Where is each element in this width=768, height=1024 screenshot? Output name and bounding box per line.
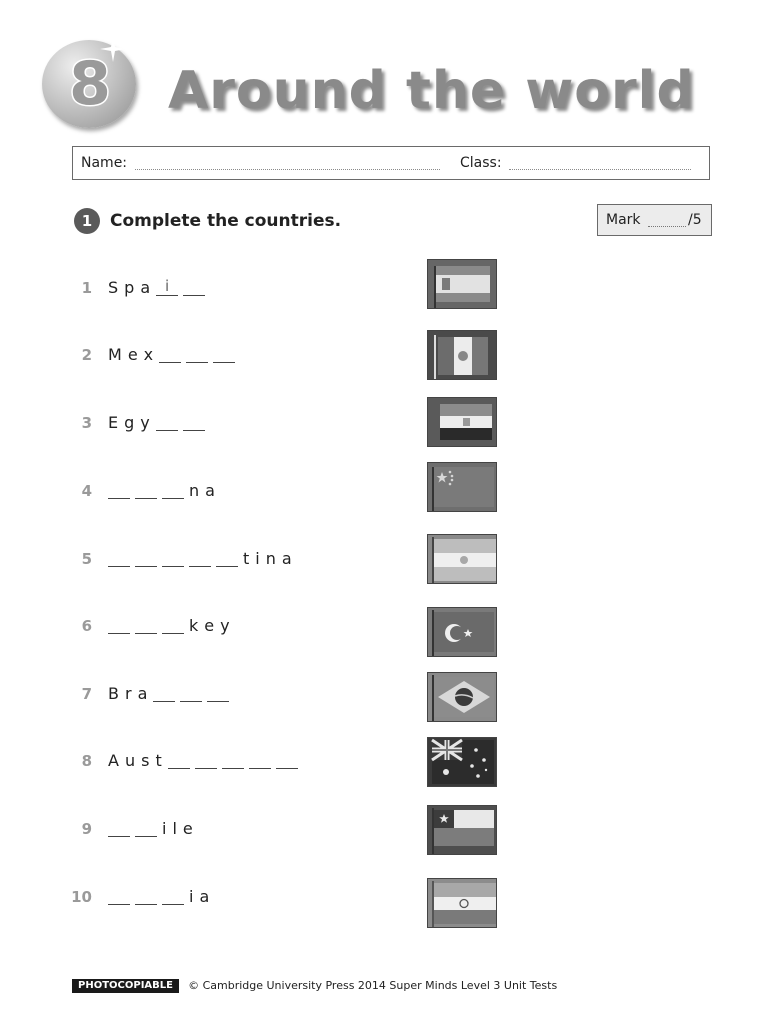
item-letter: a [137, 684, 148, 703]
mark-label: Mark [606, 212, 641, 228]
egypt-flag-icon [428, 398, 496, 446]
item-word [108, 409, 210, 437]
item-letter: i [189, 887, 194, 906]
item-letter: A [108, 751, 119, 770]
item-word [108, 341, 240, 369]
turkey-flag-icon [428, 608, 496, 656]
mark-box [597, 204, 712, 236]
item-word [108, 747, 303, 775]
item-number: 10 [71, 888, 92, 906]
letter-blank[interactable] [162, 482, 184, 499]
photocopiable-tag: PHOTOCOPIABLE [72, 979, 179, 993]
letter-blank[interactable] [108, 888, 130, 905]
list-item [68, 680, 428, 708]
mark-total: /5 [688, 212, 702, 228]
list-item [68, 341, 428, 369]
item-word [108, 815, 199, 843]
item-letter: u [124, 751, 136, 770]
mark-field[interactable] [648, 226, 686, 227]
item-letter: t [243, 549, 250, 568]
exercise-number: 1 [74, 208, 100, 234]
item-number: 1 [81, 279, 92, 297]
item-letter: i [162, 819, 167, 838]
letter-blank[interactable] [162, 888, 184, 905]
item-letter: k [189, 616, 199, 635]
letter-blank[interactable] [213, 346, 235, 363]
letter-blank[interactable] [183, 279, 205, 296]
letter-blank[interactable] [162, 617, 184, 634]
letter-blank[interactable]: i [156, 279, 178, 296]
item-number: 8 [81, 752, 92, 770]
letter-blank[interactable] [135, 482, 157, 499]
item-letter: B [108, 684, 119, 703]
name-class-box [72, 146, 710, 180]
class-field[interactable] [509, 169, 691, 170]
china-flag-icon [428, 463, 496, 511]
item-letter: t [155, 751, 162, 770]
list-item [68, 274, 428, 302]
letter-blank[interactable] [216, 550, 238, 567]
unit-badge [40, 34, 140, 130]
item-letter: x [143, 345, 154, 364]
list-item [68, 409, 428, 437]
list-item [68, 883, 428, 911]
item-letter: i [255, 549, 260, 568]
item-number: 2 [81, 346, 92, 364]
list-item [68, 747, 428, 775]
item-letter: n [189, 481, 200, 500]
letter-blank[interactable] [180, 685, 202, 702]
page-title: Around the world [168, 61, 695, 121]
letter-blank[interactable] [153, 685, 175, 702]
item-word [108, 477, 221, 505]
letter-blank[interactable] [207, 685, 229, 702]
item-letter: y [140, 413, 150, 432]
letter-blank[interactable] [135, 888, 157, 905]
letter-blank[interactable] [222, 752, 244, 769]
item-letter: e [204, 616, 215, 635]
letter-blank[interactable] [108, 820, 130, 837]
letter-blank[interactable] [186, 346, 208, 363]
item-word [108, 883, 215, 911]
name-label: Name: [81, 155, 128, 171]
item-letter: a [140, 278, 151, 297]
name-field[interactable] [135, 169, 440, 170]
item-letter: E [108, 413, 119, 432]
letter-blank[interactable] [168, 752, 190, 769]
letter-blank[interactable] [249, 752, 271, 769]
item-number: 3 [81, 414, 92, 432]
list-item [68, 815, 428, 843]
item-letter: g [124, 413, 135, 432]
copyright-text: © Cambridge University Press 2014 Super Minds Level 3 Unit Tests [188, 978, 558, 992]
item-letter: p [124, 278, 135, 297]
item-letter: a [199, 887, 210, 906]
sparkle-icon [100, 36, 126, 62]
item-letter: e [127, 345, 138, 364]
item-number: 5 [81, 550, 92, 568]
item-letter: M [108, 345, 122, 364]
item-letter: S [108, 278, 119, 297]
mexico-flag-icon [428, 331, 496, 379]
list-item [68, 477, 428, 505]
item-letter: e [182, 819, 193, 838]
australia-flag-icon [428, 738, 496, 786]
footer [72, 975, 557, 991]
item-letter: s [141, 751, 150, 770]
letter-blank[interactable] [108, 482, 130, 499]
letter-blank[interactable] [195, 752, 217, 769]
item-letter: a [205, 481, 215, 500]
item-letter: l [172, 819, 177, 838]
item-word [108, 545, 298, 573]
item-word [108, 612, 236, 640]
letter-blank[interactable] [159, 346, 181, 363]
item-letter: y [220, 616, 230, 635]
india-flag-icon [428, 879, 496, 927]
item-number: 6 [81, 617, 92, 635]
item-letter: a [281, 549, 292, 568]
letter-blank[interactable] [162, 550, 184, 567]
item-number: 4 [81, 482, 92, 500]
letter-blank[interactable] [108, 617, 130, 634]
letter-blank[interactable] [135, 617, 157, 634]
item-letter: r [124, 684, 132, 703]
letter-blank[interactable] [108, 550, 130, 567]
letter-blank[interactable] [189, 550, 211, 567]
class-label: Class: [460, 155, 502, 171]
item-letter: n [265, 549, 276, 568]
argentina-flag-icon [428, 535, 496, 583]
list-item [68, 612, 428, 640]
chile-flag-icon [428, 806, 496, 854]
letter-blank[interactable] [183, 414, 205, 431]
brazil-flag-icon [428, 673, 496, 721]
letter-blank[interactable] [276, 752, 298, 769]
item-number: 7 [81, 685, 92, 703]
item-word [108, 274, 210, 302]
letter-blank[interactable] [135, 550, 157, 567]
exercise-instruction: Complete the countries. [110, 211, 342, 231]
list-item [68, 545, 428, 573]
item-word [108, 680, 234, 708]
spain-flag-icon [428, 260, 496, 308]
letter-blank[interactable] [135, 820, 157, 837]
unit-number: 8 [69, 49, 111, 119]
item-number: 9 [81, 820, 92, 838]
letter-blank[interactable] [156, 414, 178, 431]
